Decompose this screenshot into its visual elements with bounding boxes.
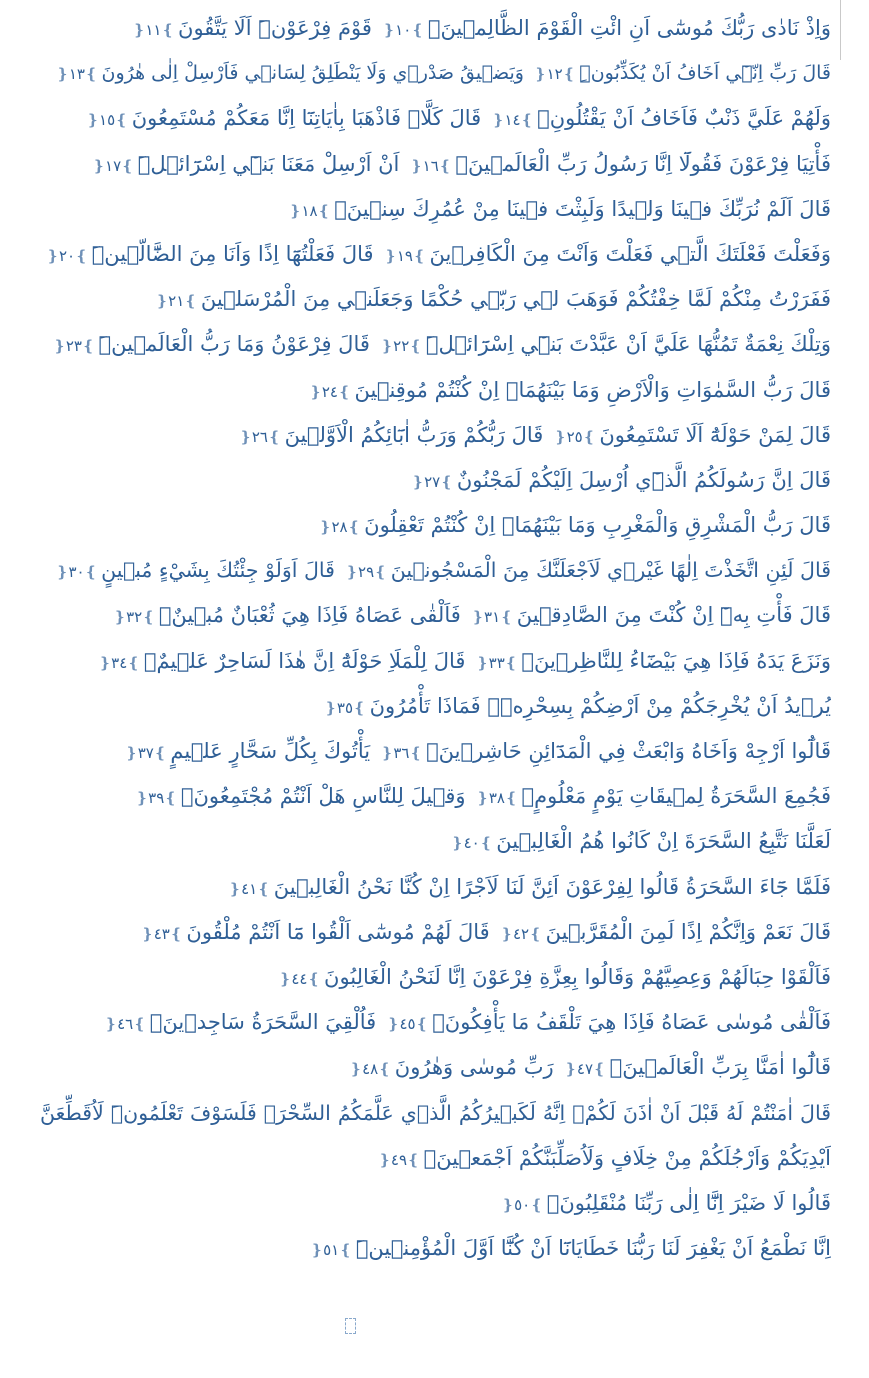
ayah-text: وَنَزَعَ يَدَهُ فَاِذَا هِيَ بَيْضَٓاءُ لِلنَّاظِر۪ينَۚ — [521, 648, 831, 673]
ayah-number: ١٩ — [396, 246, 413, 265]
marker-bracket-icon: ❵ — [410, 156, 423, 175]
ayah-number: ١٦ — [422, 156, 439, 175]
marker-bracket-icon: ❵ — [382, 21, 396, 39]
verse-line — [40, 6, 831, 51]
marker-bracket-icon: ❵ — [491, 111, 505, 130]
marker-bracket-icon: ❴ — [529, 924, 542, 943]
ayah-number: ١١ — [145, 21, 162, 39]
marker-bracket-icon: ❵ — [310, 1241, 324, 1260]
ayah-text: وَيَض۪يقُ صَدْر۪ي وَلَا يَنْطَلِقُ لِسَان۪ي فَاَرْسِلْ اِلٰى هٰرُونَ — [101, 62, 524, 85]
marker-bracket-icon: ❵ — [56, 65, 69, 84]
ayah-number-marker — [309, 370, 350, 413]
ayah-number-marker — [289, 189, 330, 232]
ayah-text: يَأْتُوكَ بِكُلِّ سَحَّارٍ عَل۪يمٍ — [170, 739, 371, 763]
verse-line — [40, 458, 831, 503]
verse-line — [40, 865, 831, 910]
ayah-number-marker — [56, 52, 97, 96]
ayah-number-marker — [502, 1183, 543, 1226]
ayah-number: ١٥ — [99, 111, 116, 130]
ayah-number-marker — [500, 912, 541, 955]
verse-line — [40, 819, 831, 864]
marker-bracket-icon: ❵ — [125, 744, 138, 762]
ayah-number-marker — [387, 1002, 428, 1045]
verse-line — [40, 593, 831, 638]
ayah-number-marker — [324, 686, 365, 729]
marker-bracket-icon: ❵ — [501, 1195, 515, 1214]
marker-bracket-icon: ❵ — [476, 653, 489, 672]
ayah-number: ٢٩ — [358, 563, 375, 582]
verse-line — [40, 1136, 831, 1181]
verse-line — [40, 1181, 831, 1226]
ayah-text: فَأْتِيَا فِرْعَوْنَ فَقُولَٓا اِنَّا رَسُولُ رَبِّ الْعَالَم۪ينَۙ — [455, 151, 831, 176]
marker-bracket-icon: ❵ — [239, 427, 252, 446]
ayah-number: ٢٠ — [58, 246, 76, 265]
verse-line — [40, 1091, 831, 1136]
ayah-number-marker — [136, 776, 177, 819]
ayah-text: وَفَعَلْتَ فَعْلَتَكَ الَّت۪ي فَعَلْتَ وَاَنْتَ مِنَ الْكَافِر۪ينَ — [429, 241, 831, 266]
ayah-text: فَجُمِعَ السَّحَرَةُ لِم۪يقَاتِ يَوْمٍ مَعْلُومٍۙ — [521, 784, 831, 809]
marker-bracket-icon: ❴ — [440, 472, 453, 491]
ayah-number-marker — [104, 1002, 145, 1045]
ayah-number: ٣٠ — [68, 563, 85, 582]
marker-bracket-icon: ❵ — [113, 608, 127, 627]
marker-bracket-icon: ❴ — [127, 653, 140, 672]
ayah-number: ٤٦ — [117, 1015, 134, 1034]
ayah-number-marker — [345, 550, 386, 593]
ayah-text: اَنْ اَرْسِلْ مَعَنَا بَن۪ٓي اِسْرَٓائ۪لَۜ — [137, 151, 400, 176]
ayah-number-marker — [492, 98, 533, 141]
verse-line — [40, 729, 831, 774]
marker-bracket-icon: ❴ — [412, 246, 426, 265]
marker-bracket-icon: ❴ — [530, 1195, 543, 1214]
marker-bracket-icon: ❴ — [81, 337, 95, 356]
ayah-number: ٤٤ — [291, 969, 308, 988]
ayah-text: قَوْمَ فِرْعَوْنَۜ اَلَا يَتَّقُونَ — [178, 16, 372, 40]
ayah-text: قَالَ لَئِنِ اتَّخَذْتَ اِلٰهًا غَيْر۪ي لَاَجْعَلَنَّكَ مِنَ الْمَسْجُون۪ينَ — [390, 558, 831, 583]
marker-bracket-icon: ❵ — [471, 608, 485, 627]
marker-bracket-icon: ❴ — [479, 834, 493, 853]
ayah-number-marker — [410, 144, 451, 187]
verse-line — [40, 1226, 831, 1271]
verse-line — [40, 368, 831, 413]
ayah-text: قَالَ فِرْعَوْنُ وَمَا رَبُّ الْعَالَم۪ينَۜ — [98, 332, 370, 357]
marker-bracket-icon: ❵ — [55, 563, 69, 582]
ayah-number-marker — [125, 731, 166, 774]
marker-bracket-icon: ❴ — [84, 563, 98, 582]
verse-line — [40, 322, 831, 367]
ayah-text: قَالَ رَبُّ الْمَشْرِقِ وَالْمَغْرِبِ وَمَا بَيْنَهُمَاۜ اِنْ كُنْتُمْ تَعْقِلُونَ — [364, 513, 831, 538]
marker-bracket-icon: ❴ — [500, 608, 513, 627]
marker-bracket-icon: ❵ — [384, 246, 397, 265]
marker-bracket-icon: ❵ — [349, 1060, 363, 1079]
ayah-number-marker — [86, 98, 127, 141]
ayah-text: وَاِذْ نَادٰى رَبُّكَ مُوسٰٓى اَنِ ائْتِ الْقَوْمَ الظَّالِم۪ينَۙ — [427, 16, 831, 40]
marker-bracket-icon: ❵ — [318, 518, 332, 537]
marker-bracket-icon: ❵ — [135, 789, 149, 808]
marker-bracket-icon: ❴ — [317, 201, 331, 220]
ayah-text: قَالُوا لَا ضَيْرَ اِنَّٓا اِلٰى رَبِّنَا مُنْقَلِبُونَۚ — [546, 1190, 831, 1215]
ayah-number: ٤١ — [241, 879, 258, 898]
ayah-number: ٤٣ — [153, 924, 170, 943]
ayah-text: قَالَ رَبُّكُمْ وَرَبُّ اٰبَٓائِكُمُ الْاَوَّل۪ينَ — [284, 422, 544, 447]
ayah-text: قَالَ اَلَمْ نُرَبِّكَ ف۪ينَا وَل۪يدًا وَلَبِثْتَ ف۪ينَا مِنْ عُمُرِكَ سِن۪ينَۙ — [334, 196, 831, 221]
marker-bracket-icon: ❵ — [386, 1015, 400, 1034]
verse-line — [40, 142, 831, 187]
marker-bracket-icon: ❵ — [98, 653, 112, 672]
marker-bracket-icon: ❴ — [84, 65, 98, 84]
ayah-number: ٤٨ — [362, 1060, 379, 1079]
ayah-number: ٤٧ — [576, 1060, 594, 1079]
ayah-text: قَالَ اَوَلَوْ جِئْتُكَ بِشَيْءٍ مُب۪ينٍ — [101, 558, 335, 583]
ayah-text: قَالُٓوا اَرْجِهْ وَاَخَاهُ وَابْعَثْ فِي الْمَدَٓائِنِ حَاشِر۪ينَۙ — [426, 739, 831, 763]
ayah-text: قَالَ اِنَّ رَسُولَكُمُ الَّذ۪ٓي اُرْسِلَ اِلَيْكُمْ لَمَجْنُونٌ — [456, 467, 831, 492]
ayah-number-marker — [381, 731, 422, 774]
verse-line — [40, 955, 831, 1000]
marker-bracket-icon: ❵ — [345, 563, 359, 582]
marker-bracket-icon: ❵ — [554, 427, 567, 446]
ayah-text: قَالَ فَعَلْتُهَٓا اِذًا وَاَنَا مِنَ الضَّٓالّ۪ينَۜ — [91, 241, 374, 266]
ayah-number: ٤٥ — [399, 1015, 416, 1034]
marker-bracket-icon: ❴ — [169, 924, 183, 943]
ayah-text: قَالَ لِمَنْ حَوْلَهُٓ اَلَا تَسْتَمِعُونَ — [599, 422, 831, 447]
verse-line — [40, 96, 831, 141]
ayah-text: فَفَرَرْتُ مِنْكُمْ لَمَّا خِفْتُكُمْ فَوَهَبَ ل۪ي رَبّ۪ي حُكْمًا وَجَعَلَن۪ي مِنَ الْمُرْسَل۪ينَ — [200, 287, 831, 312]
ayah-text: اِنَّا نَطْمَعُ اَنْ يَغْفِرَ لَنَا رَبُّنَا خَطَايَانَٓا اَنْ كُنَّٓا اَوَّلَ الْمُؤْمِن۪ينَۜ — [355, 1236, 831, 1261]
ayah-text: قَالَ نَعَمْ وَاِنَّكُمْ اِذًا لَمِنَ الْمُقَرَّب۪ينَ — [545, 919, 831, 944]
marker-bracket-icon: ❴ — [374, 563, 387, 582]
marker-bracket-icon: ❵ — [500, 924, 513, 943]
ayah-number-marker — [476, 776, 517, 819]
verse-line — [40, 1000, 831, 1045]
marker-bracket-icon: ❵ — [534, 65, 547, 84]
ayah-number-marker — [378, 1138, 419, 1181]
marker-bracket-icon: ❴ — [267, 427, 281, 446]
marker-bracket-icon: ❵ — [380, 337, 394, 356]
ayah-number-marker — [311, 1228, 352, 1271]
ayah-number-marker — [381, 324, 422, 367]
ayah-text: لَعَلَّنَا نَتَّبِعُ السَّحَرَةَ اِنْ كَانُوا هُمُ الْغَالِب۪ينَ — [496, 829, 831, 854]
marker-bracket-icon: ❴ — [339, 1241, 352, 1260]
ayah-number-marker — [133, 8, 174, 51]
marker-bracket-icon: ❵ — [104, 1015, 118, 1034]
ayah-text: فَاَلْقَوْا حِبَالَهُمْ وَعِصِيَّهُمْ وَقَالُوا بِعِزَّةِ فِرْعَوْنَ اِنَّا لَنَحْنُ الْغَالِبُونَ — [324, 964, 831, 989]
marker-bracket-icon: ❵ — [132, 21, 146, 39]
verse-line — [40, 51, 831, 96]
marker-bracket-icon: ❴ — [161, 21, 175, 39]
ayah-text: فَاَلْقٰى مُوسٰى عَصَاهُ فَاِذَا هِيَ تَلْقَفُ مَا يَأْفِكُونَۚ — [432, 1010, 831, 1035]
ayah-number: ١٨ — [301, 201, 318, 220]
ayah-number-marker — [383, 8, 424, 51]
ayah-number-marker — [534, 52, 575, 96]
marker-bracket-icon: ❵ — [155, 292, 169, 311]
ayah-text: قَالَ لَهُمْ مُوسٰٓى اَلْقُوا مَٓا اَنْتُمْ مُلْقُونَ — [186, 919, 490, 944]
verse-line — [40, 910, 831, 955]
ayah-number: ١٧ — [105, 156, 122, 175]
marker-bracket-icon: ❴ — [75, 246, 88, 265]
marker-bracket-icon: ❵ — [324, 698, 337, 717]
ayah-number: ٣٨ — [488, 789, 505, 808]
ayah-number-marker — [114, 595, 155, 638]
marker-bracket-icon: ❴ — [562, 65, 576, 84]
marker-bracket-icon: ❵ — [141, 924, 154, 943]
ayah-text: قَالَ رَبِّ اِنّ۪ٓي اَخَافُ اَنْ يُكَذِّبُونِۜ — [579, 62, 831, 85]
ayah-number: ٢٦ — [251, 427, 268, 446]
verse-line — [40, 503, 831, 548]
marker-bracket-icon: ❴ — [438, 156, 452, 175]
marker-bracket-icon: ❴ — [184, 292, 197, 311]
ayah-text: قَالَ رَبُّ السَّمٰوَاتِ وَالْاَرْضِ وَمَا بَيْنَهُمَاۜ اِنْ كُنْتُمْ مُوقِن۪ينَ — [354, 377, 831, 402]
marker-bracket-icon: ❴ — [415, 1015, 429, 1034]
verse-line — [40, 187, 831, 232]
marker-bracket-icon: ❴ — [121, 156, 134, 175]
ayah-number: ٤٠ — [463, 834, 480, 853]
verse-line — [40, 232, 831, 277]
ayah-number-marker — [319, 505, 360, 548]
marker-bracket-icon: ❵ — [378, 1150, 391, 1169]
marker-bracket-icon: ❵ — [53, 337, 66, 356]
marker-bracket-icon: ❵ — [476, 789, 489, 808]
ayah-text: فَلَمَّا جَٓاءَ السَّحَرَةُ قَالُوا لِفِرْعَوْنَ اَئِنَّ لَنَا لَاَجْرًا اِنْ كُنَّا نَحْنُ الْغَالِب۪ينَ — [273, 874, 831, 899]
ayah-number: ٣٩ — [148, 789, 165, 808]
ayah-text: وَق۪يلَ لِلنَّاسِ هَلْ اَنْتُمْ مُجْتَمِعُونَۙ — [180, 784, 466, 809]
marker-bracket-icon: ❵ — [92, 156, 106, 175]
ayah-number-marker — [156, 279, 197, 322]
ayah-number-marker — [228, 867, 269, 910]
marker-bracket-icon: ❵ — [278, 969, 292, 988]
ayah-text: قَالَ فَأْتِ بِه۪ٓ اِنْ كُنْتَ مِنَ الصَّادِق۪ينَ — [516, 603, 831, 628]
marker-bracket-icon: ❴ — [378, 1060, 391, 1079]
marker-bracket-icon: ❴ — [504, 789, 518, 808]
verse-line — [40, 277, 831, 322]
marker-bracket-icon: ❴ — [153, 744, 167, 762]
ayah-number-marker — [564, 1047, 605, 1090]
ayah-number-marker — [412, 460, 453, 503]
ayah-number: ٣١ — [484, 608, 501, 627]
ayah-number-marker — [476, 641, 517, 684]
ayah-number-marker — [99, 641, 140, 684]
marker-bracket-icon: ❴ — [353, 698, 366, 717]
marker-bracket-icon: ❵ — [309, 382, 322, 401]
ayah-text: وَلَهُمْ عَلَيَّ ذَنْبٌ فَاَخَافُ اَنْ يَقْتُلُونِۚ — [537, 106, 831, 131]
ayah-number: ٣٥ — [336, 698, 354, 717]
ayah-text: يُر۪يدُ اَنْ يُخْرِجَكُمْ مِنْ اَرْضِكُمْ بِسِحْرِه۪ۗ فَمَاذَا تَأْمُرُونَ — [369, 693, 831, 718]
marker-bracket-icon: ❴ — [142, 608, 155, 627]
ayah-number: ٤٩ — [390, 1150, 408, 1169]
ayah-number-marker — [279, 957, 320, 1000]
verse-line — [40, 413, 831, 458]
marker-bracket-icon: ❴ — [504, 653, 518, 672]
text-cursor — [345, 1318, 356, 1334]
marker-bracket-icon: ❴ — [407, 1150, 420, 1169]
ayah-number: ١٣ — [68, 65, 85, 84]
ayah-number: ٣٣ — [488, 653, 505, 672]
ayah-number: ٢٧ — [424, 472, 441, 491]
ayah-number: ٥١ — [323, 1241, 340, 1260]
ayah-number-marker — [554, 415, 595, 458]
marker-bracket-icon: ❴ — [347, 518, 361, 537]
marker-bracket-icon: ❴ — [164, 789, 177, 808]
verse-line — [40, 548, 831, 593]
verse-line — [40, 639, 831, 684]
ayah-number: ٣٢ — [126, 608, 143, 627]
ayah-number-marker — [56, 550, 97, 593]
marker-bracket-icon: ❴ — [411, 21, 424, 39]
marker-bracket-icon: ❵ — [288, 201, 302, 220]
ayah-number: ٢٢ — [393, 337, 410, 356]
marker-bracket-icon: ❴ — [520, 111, 534, 130]
marker-bracket-icon: ❵ — [411, 472, 425, 491]
ayah-text: قَالُٓوا اٰمَنَّا بِرَبِّ الْعَالَم۪ينَۙ — [609, 1055, 831, 1080]
marker-bracket-icon: ❴ — [133, 1015, 146, 1034]
ayah-number: ١٤ — [504, 111, 521, 130]
ayah-number: ٣٦ — [393, 744, 410, 762]
ayah-number: ٢٨ — [331, 518, 348, 537]
marker-bracket-icon: ❴ — [257, 879, 270, 898]
ayah-text: فَاَلْقٰى عَصَاهُ فَاِذَا هِيَ ثُعْبَانٌ مُب۪ينٌۚ — [158, 603, 461, 628]
marker-bracket-icon: ❴ — [337, 382, 351, 401]
marker-bracket-icon: ❵ — [450, 834, 464, 853]
verse-lines — [40, 6, 831, 1271]
ayah-number-marker — [141, 912, 182, 955]
ayah-number: ٥٠ — [514, 1195, 531, 1214]
ayah-number-marker — [53, 324, 94, 367]
ayah-number: ٢٣ — [65, 337, 82, 356]
ayah-number: ٢١ — [168, 292, 185, 311]
ayah-number: ١٠ — [395, 21, 412, 39]
ayah-text: وَتِلْكَ نِعْمَةٌ تَمُنُّهَا عَلَيَّ اَنْ عَبَّدْتَ بَن۪ٓي اِسْرَٓائ۪لَۜ — [425, 332, 831, 357]
marker-bracket-icon: ❵ — [86, 111, 100, 130]
ayah-number: ٤٢ — [512, 924, 530, 943]
ayah-number-marker — [239, 415, 280, 458]
verse-line — [40, 684, 831, 729]
ayah-text: رَبِّ مُوسٰى وَهٰرُونَ — [394, 1055, 554, 1080]
ayah-number-marker — [451, 821, 492, 864]
marker-bracket-icon: ❵ — [564, 1060, 577, 1079]
ayah-number: ٢٤ — [321, 382, 338, 401]
verse-line — [40, 774, 831, 819]
marker-bracket-icon: ❴ — [307, 969, 321, 988]
marker-bracket-icon: ❴ — [115, 111, 128, 130]
marker-bracket-icon: ❴ — [582, 427, 596, 446]
marker-bracket-icon: ❵ — [228, 879, 242, 898]
marker-bracket-icon: ❵ — [380, 744, 394, 762]
ayah-text: قَالَ لِلْمَلَاِ حَوْلَهُٓ اِنَّ هٰذَا لَسَاحِرٌ عَل۪يمٌۙ — [143, 648, 466, 673]
marker-bracket-icon: ❴ — [409, 744, 423, 762]
ayah-number: ٢٥ — [566, 427, 583, 446]
ayah-number-marker — [350, 1047, 391, 1090]
ayah-text: قَالَ كَلَّاۚ فَاذْهَبَا بِاٰيَاتِنَٓا اِنَّا مَعَكُمْ مُسْتَمِعُونَ — [131, 106, 482, 131]
ayah-text: فَاُلْقِيَ السَّحَرَةُ سَاجِد۪ينَۙ — [149, 1010, 377, 1035]
ayah-number: ١٢ — [546, 65, 563, 84]
marker-bracket-icon: ❵ — [46, 246, 59, 265]
ayah-number: ٣٧ — [137, 744, 154, 762]
ayah-number-marker — [92, 144, 133, 187]
ayah-text: قَالَ اٰمَنْتُمْ لَهُ قَبْلَ اَنْ اٰذَنَ لَكُمْۚ اِنَّهُ لَكَب۪يرُكُمُ الَّذ۪ي عَلَّمَكُمُ السِّحْرَۚ فَلَسَوْفَ تَعْلَمُونَۜ لَاُقَطِّعَنَّ — [40, 1100, 831, 1125]
ayah-number: ٣٤ — [111, 653, 128, 672]
verse-line — [40, 1045, 831, 1090]
ayah-number-marker — [384, 234, 425, 277]
marker-bracket-icon: ❴ — [409, 337, 422, 356]
ayah-number-marker — [471, 595, 512, 638]
ayah-number-marker — [46, 234, 87, 277]
margin-rule — [840, 0, 841, 60]
ayah-text: اَيْدِيَكُمْ وَاَرْجُلَكُمْ مِنْ خِلَافٍ وَلَاُصَلِّبَنَّكُمْ اَجْمَع۪ينَۚ — [423, 1145, 831, 1170]
marker-bracket-icon: ❴ — [593, 1060, 606, 1079]
